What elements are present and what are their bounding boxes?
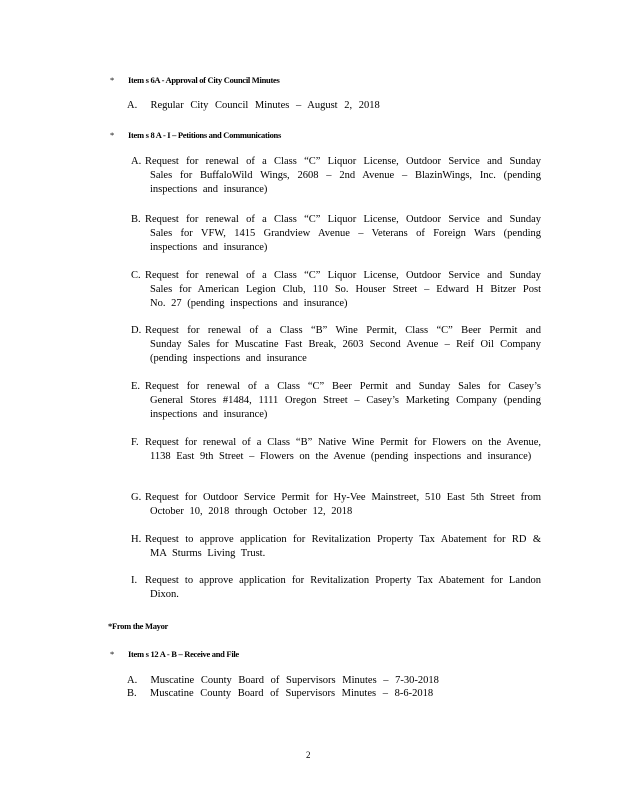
section-heading xyxy=(110,75,279,85)
bullet: * xyxy=(110,649,114,659)
heading-text: Item s 6A - Approval of City Council Minutes xyxy=(128,75,280,85)
petition-item xyxy=(131,269,541,311)
petition-item xyxy=(131,324,541,366)
item-letter: D. xyxy=(131,325,142,336)
item-letter: B. xyxy=(127,688,137,699)
bullet: * xyxy=(110,130,114,140)
list-item xyxy=(127,688,433,699)
petition-item xyxy=(131,533,541,561)
item-text: Request to approve application for Revitalization Property Tax Abatement for Landon Dixon. xyxy=(145,575,541,600)
item-letter: I. xyxy=(131,575,138,586)
item-text: Request for renewal of a Class “B” Wine Permit, Class “C” Beer Permit and Sunday Sales for Muscatine Fast Break, 2603 Second Avenue – Reif Oil Company (pending inspections and insurance xyxy=(145,325,541,364)
item-letter: G. xyxy=(131,492,142,503)
petition-item xyxy=(131,155,541,197)
item-letter: A. xyxy=(127,100,138,111)
petition-item xyxy=(131,574,541,602)
item-text: Muscatine County Board of Supervisors Minutes – 7-30-2018 xyxy=(150,675,439,686)
item-letter: B. xyxy=(131,214,141,225)
section-heading xyxy=(110,649,239,659)
petition-item xyxy=(131,380,541,422)
item-letter: A. xyxy=(127,675,138,686)
item-letter: A. xyxy=(131,156,142,167)
section-heading xyxy=(108,621,168,631)
page-number: 2 xyxy=(306,750,311,760)
item-text: Muscatine County Board of Supervisors Minutes – 8-6-2018 xyxy=(149,688,434,699)
item-letter: C. xyxy=(131,270,141,281)
heading-text: Item s 12 A - B – Receive and File xyxy=(128,649,239,659)
section-heading xyxy=(110,130,281,140)
item-letter: F. xyxy=(131,437,139,448)
list-item xyxy=(127,675,439,686)
item-text: Request for renewal of a Class “C” Liquor License, Outdoor Service and Sunday Sales for VFW, 1415 Grandview Avenue – Veterans of Foreign Wars (pending inspections and insurance) xyxy=(145,214,541,253)
item-text: Request for renewal of a Class “B” Native Wine Permit for Flowers on the Avenue, 1138 East 9th Street – Flowers on the Avenue (pending inspections and insurance) xyxy=(145,437,541,462)
item-letter: H. xyxy=(131,534,142,545)
item-text: Request for renewal of a Class “C” Beer Permit and Sunday Sales for Casey’s General Stores #1484, 1111 Oregon Street – Casey’s Marketing Company (pending inspections and insurance) xyxy=(145,381,541,420)
item-text: Request for renewal of a Class “C” Liquor License, Outdoor Service and Sunday Sales for American Legion Club, 110 So. Houser Street – Edward H Bitzer Post No. 27 (pending inspections and insurance) xyxy=(145,270,541,309)
bullet: * xyxy=(110,75,114,85)
item-text: Request for renewal of a Class “C” Liquor License, Outdoor Service and Sunday Sales for BuffaloWild Wings, 2608 – 2nd Avenue – BlazinWings, Inc. (pending inspections and insurance) xyxy=(145,156,541,195)
item-text: Regular City Council Minutes – August 2, 2018 xyxy=(150,100,380,111)
petition-item xyxy=(131,213,541,255)
bullet: * xyxy=(108,621,112,631)
petition-item xyxy=(131,491,541,519)
heading-text: Item s 8 A - I – Petitions and Communications xyxy=(128,130,281,140)
item-text: Request to approve application for Revitalization Property Tax Abatement for RD & MA Sturms Living Trust. xyxy=(145,534,541,559)
item-text: Request for Outdoor Service Permit for Hy-Vee Mainstreet, 510 East 5th Street from October 10, 2018 through October 12, 2018 xyxy=(145,492,541,517)
petition-item xyxy=(131,436,541,464)
list-item xyxy=(127,100,380,111)
item-letter: E. xyxy=(131,381,141,392)
heading-text: From the Mayor xyxy=(111,621,169,631)
